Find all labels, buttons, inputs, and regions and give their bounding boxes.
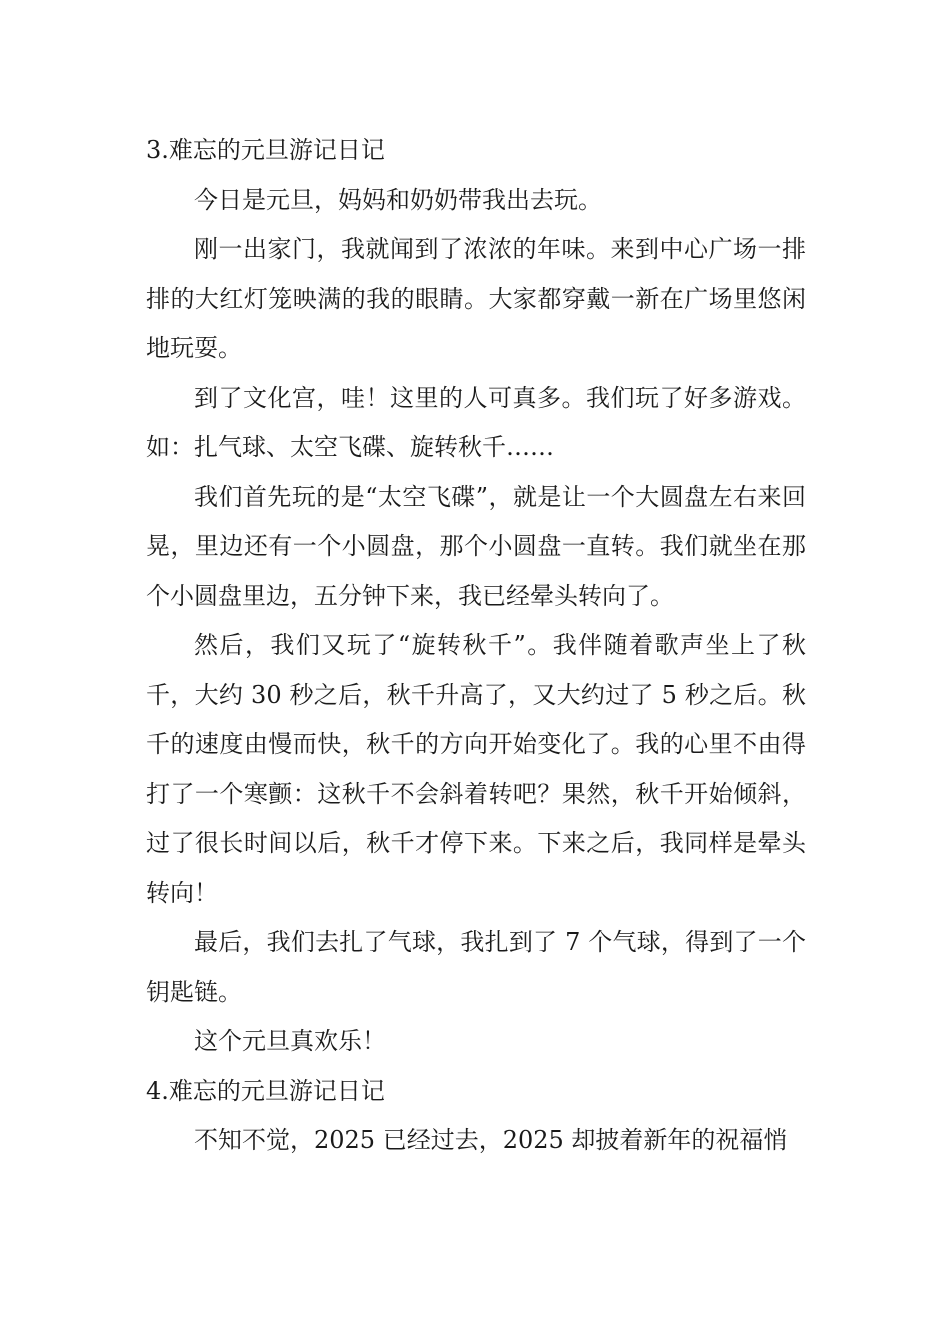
paragraph: 不知不觉，2025 已经过去，2025 却披着新年的祝福悄	[194, 1126, 788, 1154]
section-heading: 3.难忘的元旦游记日记	[146, 136, 385, 164]
paragraph: 最后，我们去扎了气球，我扎到了 7 个气球，得到了一个钥匙链。	[146, 928, 806, 1006]
paragraph: 刚一出家门，我就闻到了浓浓的年味。来到中心广场一排排的大红灯笼映满的我的眼睛。大家都穿戴一新在广场里悠闲地玩耍。	[146, 235, 806, 362]
section-heading: 4.难忘的元旦游记日记	[146, 1076, 385, 1105]
paragraph: 到了文化宫，哇！这里的人可真多。我们玩了好多游戏。如：扎气球、太空飞碟、旋转秋千……	[146, 383, 806, 461]
paragraph: 我们首先玩的是“太空飞碟”，就是让一个大圆盘左右来回晃，里边还有一个小圆盘，那个小圆盘一直转。我们就坐在那个小圆盘里边，五分钟下来，我已经晕头转向了。	[146, 482, 806, 610]
paragraph: 然后，我们又玩了“旋转秋千”。我伴随着歌声坐上了秋千，大约 30 秒之后，秋千升高了，又大约过了 5 秒之后。秋千的速度由慢而快，秋千的方向开始变化了。我的心里不由得打了一个寒颤：这秋千不会斜着转吧？果然，秋千开始倾斜，过了很长时间以后，秋千才停下来。下来之后，我同样是晕头转向！	[146, 631, 806, 907]
paragraph: 今日是元旦，妈妈和奶奶带我出去玩。	[194, 185, 602, 214]
document-page	[146, 126, 806, 1166]
paragraph: 这个元旦真欢乐！	[194, 1027, 386, 1055]
